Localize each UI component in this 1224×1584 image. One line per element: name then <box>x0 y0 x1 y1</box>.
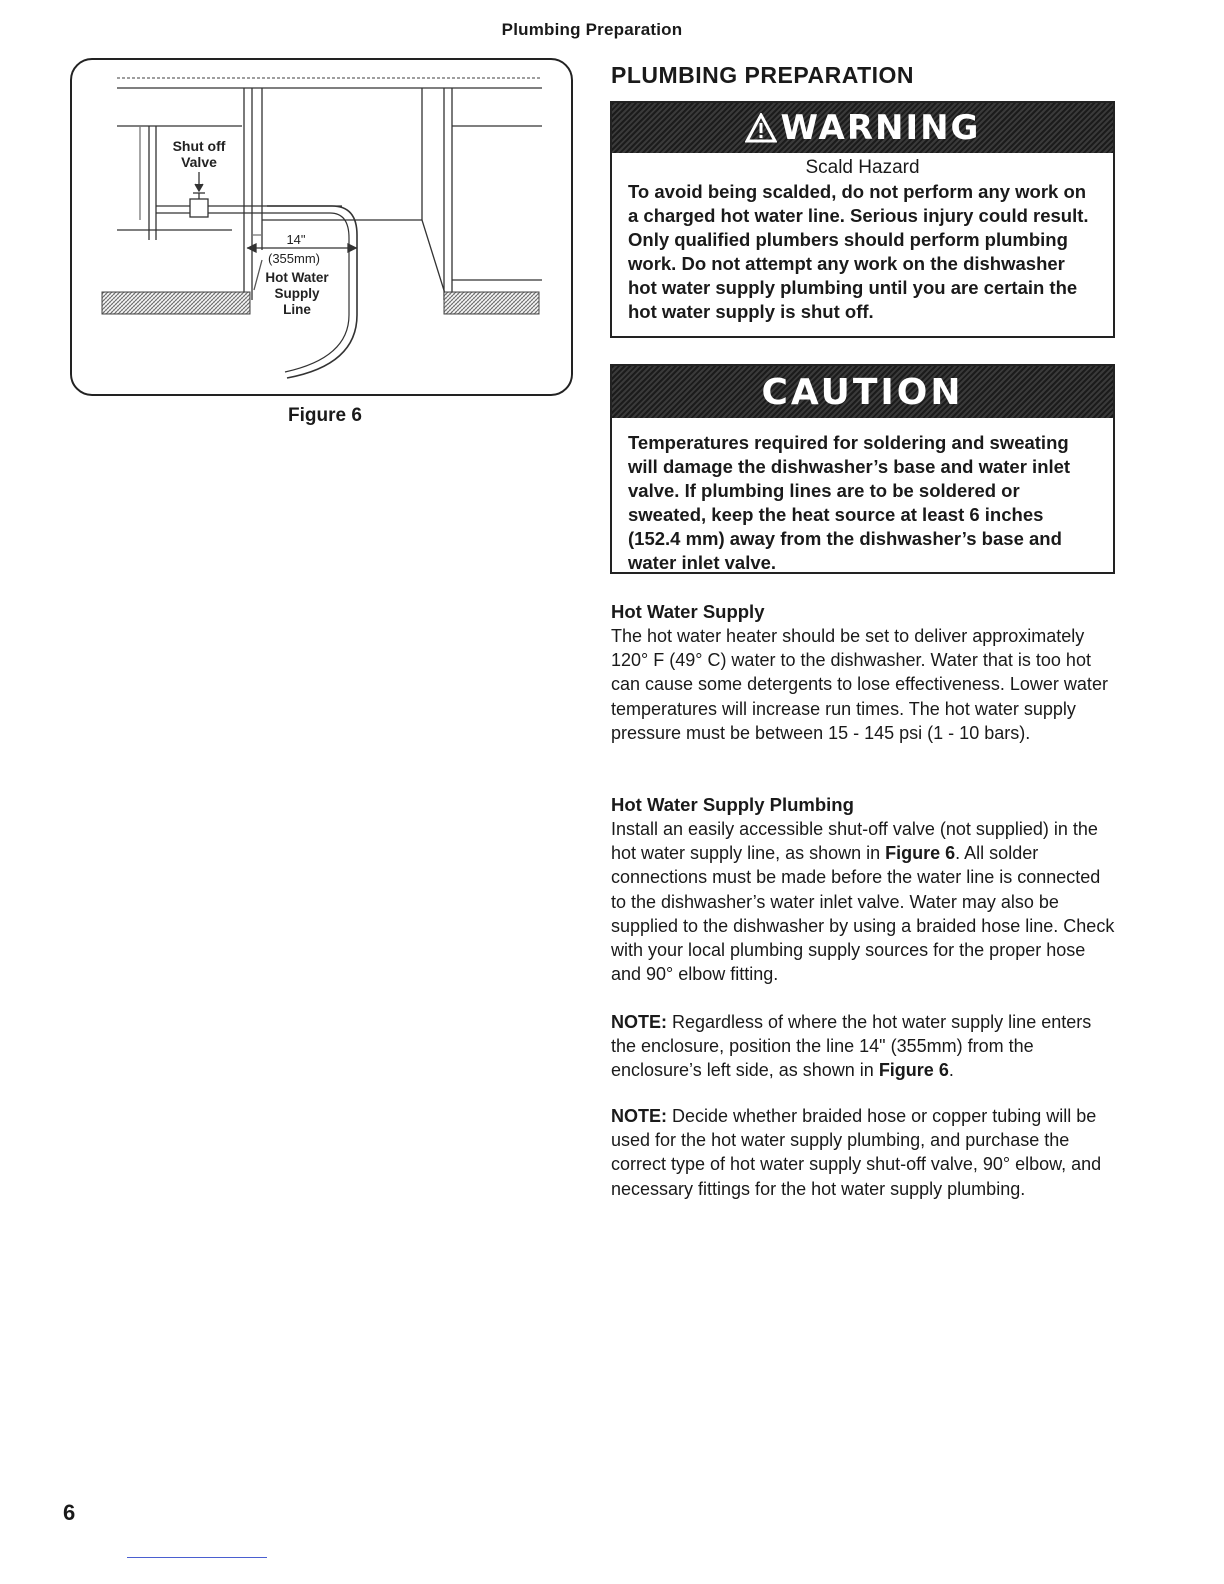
warning-triangle-icon <box>745 113 777 143</box>
figure-reference: Figure 6 <box>878 1060 949 1081</box>
hot-water-supply-body: The hot water heater should be set to deliver approximately 120° F (49° C) water to the dishwasher. Water that is too hot can cause some detergents to lose effectiveness. Lower water temperatures will increase run times. The hot water supply pressure must be between 15 - 145 psi (1 - 10 bars). <box>611 626 1108 743</box>
figure-6-diagram <box>70 58 573 396</box>
caution-text: Temperatures required for soldering and sweating will damage the dishwasher’s base and water inlet valve. If plumbing lines are to be soldered or sweated, keep the heat source at least 6 inches (152.4 mm) away from the dishwasher’s base and water inlet valve. <box>628 432 1071 573</box>
hot-water-plumbing-section <box>611 793 1116 986</box>
figure-reference: Figure 6 <box>885 843 956 864</box>
caution-banner-label: CAUTION <box>761 371 964 413</box>
plumbing-body-part2: . All solder connections must be made before the water line is connected to the dishwasher’s water inlet valve. Water may also be supplied to the dishwasher by using a braided hose line. Check with your local plumbing supply sources for the proper hose and 90° elbow fitting. <box>611 843 1115 985</box>
hot-water-supply-section <box>611 600 1116 745</box>
warning-text: To avoid being scalded, do not perform any work on a charged hot water line. Serious injury could result. Only qualified plumbers should perform plumbing work. Do not attempt any work on the dishwasher hot water supply plumbing until you are certain the hot water supply is shut off. <box>628 181 1089 322</box>
shutoff-label-line2: Valve <box>181 154 217 170</box>
caution-banner <box>612 366 1113 418</box>
hazard-title: Scald Hazard <box>805 157 920 178</box>
note-1 <box>611 1010 1116 1083</box>
plumbing-diagram <box>72 60 575 398</box>
caution-box <box>610 364 1115 574</box>
figure-caption: Figure 6 <box>288 405 362 426</box>
hot-water-plumbing-body <box>611 817 1116 986</box>
plumbing-body-part1: Install an easily accessible shut-off valve (not supplied) in the hot water supply line, as shown in <box>611 819 1098 864</box>
dimension-label: 14" <box>286 232 306 247</box>
note-label: NOTE: <box>611 1106 667 1126</box>
supply-label-line3: Line <box>283 302 311 317</box>
running-header: Plumbing Preparation <box>501 20 683 39</box>
hot-water-supply-heading: Hot Water Supply <box>611 601 765 622</box>
page-number: 6 <box>63 1500 76 1525</box>
footer-rule <box>127 1557 267 1558</box>
shutoff-label-line1: Shut off <box>172 138 226 154</box>
note-2 <box>611 1104 1116 1201</box>
warning-banner-label: WARNING <box>780 108 981 148</box>
warning-banner <box>612 103 1113 153</box>
hot-water-plumbing-heading: Hot Water Supply Plumbing <box>611 794 854 815</box>
warning-box <box>610 101 1115 338</box>
note1-body-part2: . <box>948 1060 954 1081</box>
note1-body-part1: Regardless of where the hot water supply line enters the enclosure, position the line 14" (355mm) from the enclosure’s left side, as shown in <box>611 1012 1092 1081</box>
note2-body: Decide whether braided hose or copper tubing will be used for the hot water supply plumbing, and purchase the correct type of hot water supply shut-off valve, 90° elbow, and necessary fittings for the hot water supply plumbing. <box>611 1106 1102 1199</box>
supply-label-line1: Hot Water <box>265 270 329 285</box>
note-label: NOTE: <box>611 1012 667 1032</box>
dimension-mm-label: (355mm) <box>267 251 321 266</box>
section-title: PLUMBING PREPARATION <box>611 62 915 88</box>
supply-label-line2: Supply <box>274 286 320 301</box>
